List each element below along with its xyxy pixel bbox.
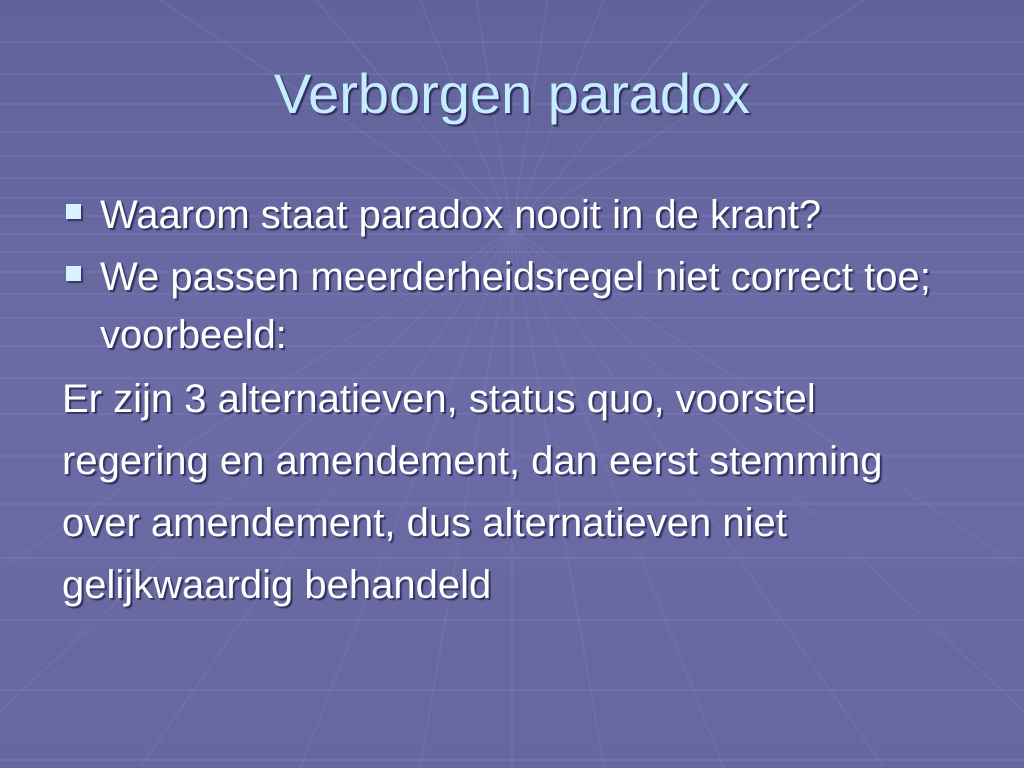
- bullet-text: Waarom staat paradox nooit in de krant?: [100, 193, 822, 237]
- bullet-item: [62, 248, 982, 364]
- bullet-item: [62, 186, 982, 244]
- slide-body: [62, 186, 982, 614]
- square-bullet-icon: [66, 266, 81, 281]
- slide-title: Verborgen paradox: [273, 62, 751, 125]
- body-paragraph: regering en amendement, dan eerst stemming: [62, 439, 883, 483]
- body-paragraph: over amendement, dus alternatieven niet: [62, 501, 787, 545]
- body-paragraph: Er zijn 3 alternatieven, status quo, voorstel: [62, 377, 816, 421]
- square-bullet-icon: [66, 204, 81, 219]
- body-paragraph: gelijkwaardig behandeld: [62, 563, 492, 607]
- bullet-text: We passen meerderheidsregel niet correct toe; voorbeeld:: [100, 255, 931, 357]
